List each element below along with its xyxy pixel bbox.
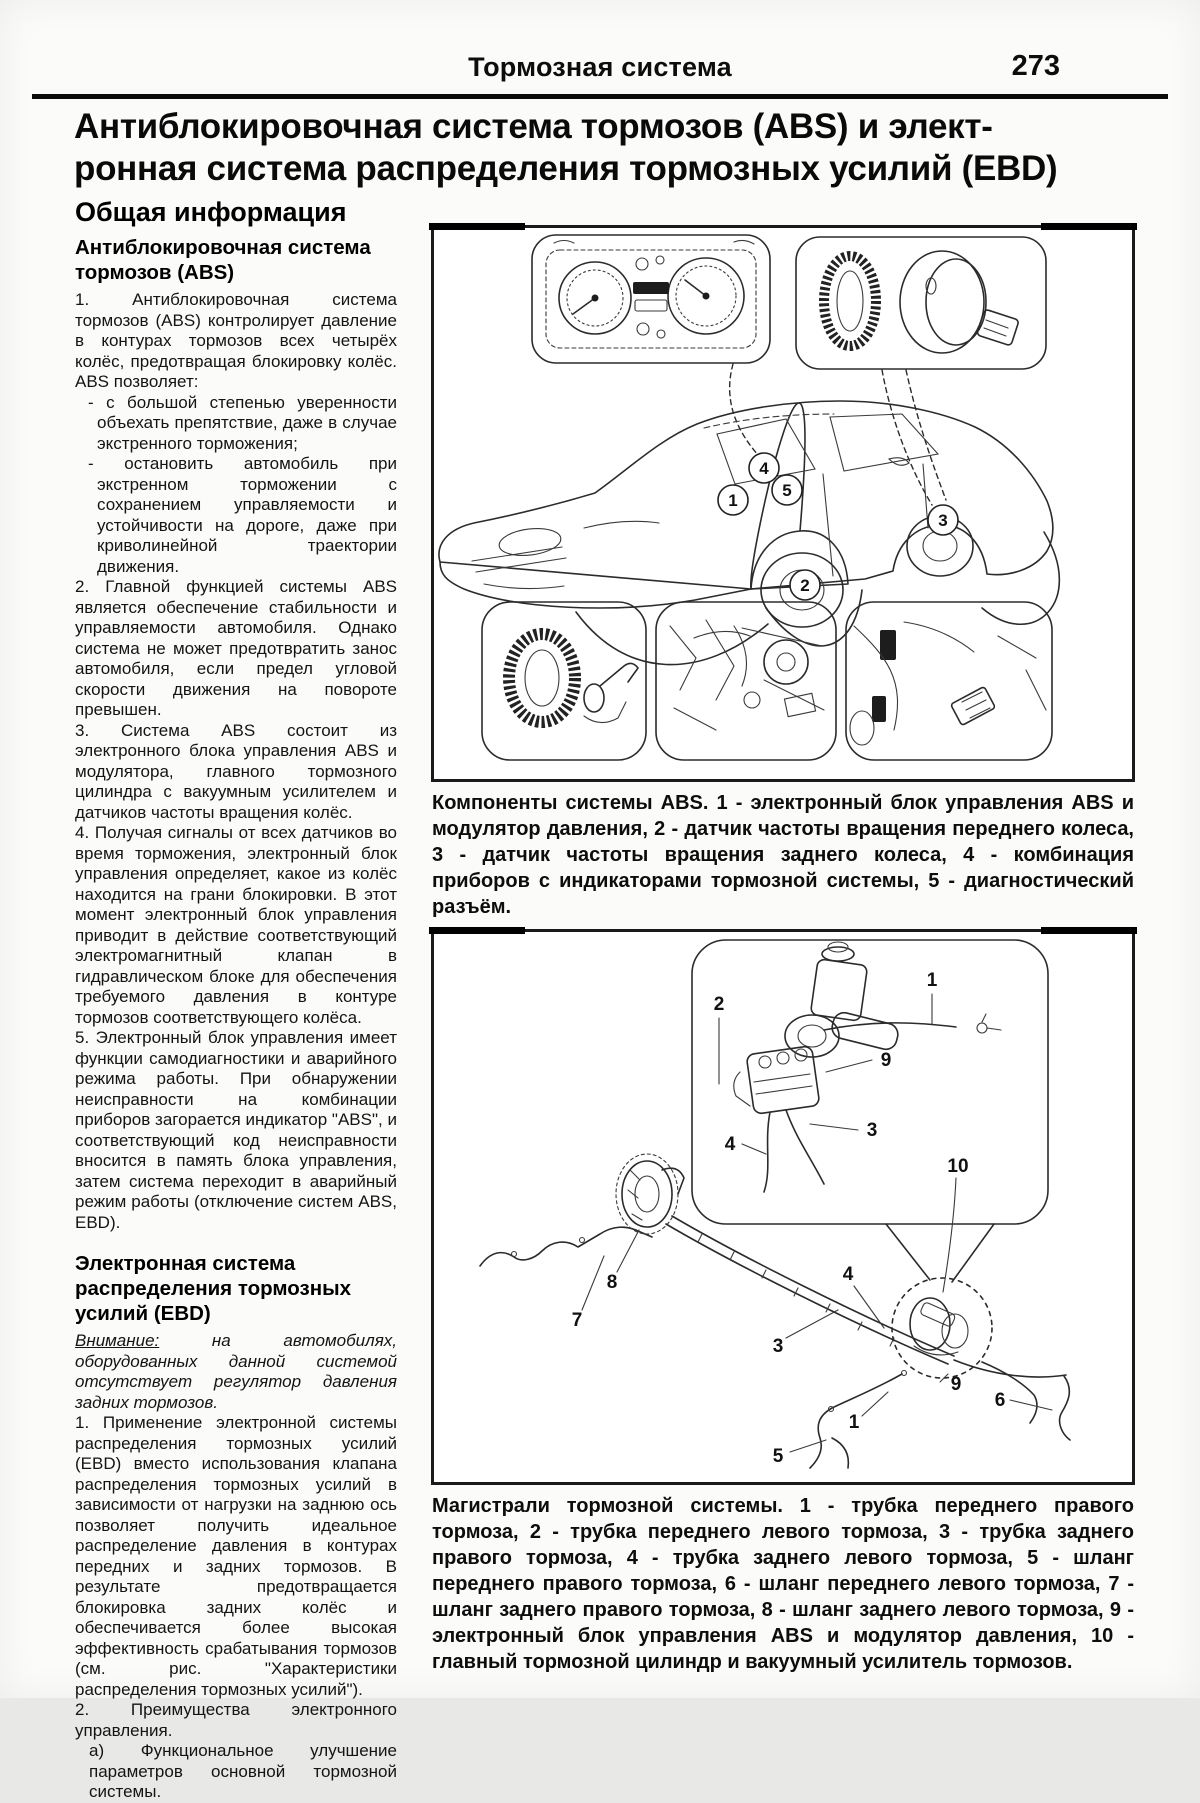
- warning-text: на автомобилях, оборудованных данной системой отсутствует регулятор давления задних тормозов.: [75, 1331, 397, 1412]
- chapter-title: [74, 106, 1150, 190]
- section-title: Тормозная система: [468, 52, 732, 82]
- paragraph-abs-4: 4. Получая сигналы от всех датчиков во время торможения, электронный блок управления определяет, какое из колёс находится на грани блокировки. В этот момент электронный блок управления приводит в действие соответствующий электромагнитный клапан в гидравлическом блоке для обеспечения требуемого давления в контуре тормозов соответствующего колёса.: [75, 823, 397, 1027]
- header-rule: [32, 94, 1168, 99]
- brake-lines-figure: [431, 929, 1135, 1485]
- paragraph-abs-3: 3. Система ABS состоит из электронного блока управления ABS и модулятора, главного тормозного цилиндра с вакуумным усилителем и датчиков частоты вращения колёс.: [75, 720, 397, 822]
- paragraph-abs-2: 2. Главной функцией системы ABS является обеспечение стабильности и управляемости автомобиля. Однако система не может предотвратить занос автомобиля, если предел угловой скорости движения на повороте превышен.: [75, 577, 397, 719]
- sensor-leader-line: [906, 370, 946, 500]
- scan-corner-mark: [429, 223, 525, 230]
- brake-lines-main: [480, 1154, 1070, 1468]
- figure-column: [431, 225, 1135, 1684]
- figure1-callouts: [718, 453, 958, 600]
- bullet-abs-1: - с большой степенью уверенности объехать препятствие, даже в случае экстренного торможения;: [88, 392, 397, 453]
- paragraph-abs-1: 1. Антиблокировочная система тормозов (ABS) контролирует давление в контурах тормозов всех четырёх колёс, предотвращая блокировку колёс. ABS позволяет:: [75, 290, 397, 391]
- main-callout-5: 5: [772, 1446, 784, 1467]
- inset-callout-1: 1: [926, 970, 938, 991]
- paragraph-ebd-1: 1. Применение электронной системы распределения тормозных усилий (EBD) вместо использования клапана распределения тормозных усилий в зависимости от нагрузки на заднюю ось позволяет получить идеальное распределение давления в контурах передних и задних тормозов. В результате предотвращается блокировка задних колёс и обеспечивается более высокая эффективность срабатывания тормозов (см. рис. "Характеристики распределения тормозных усилий").: [75, 1413, 397, 1699]
- abs-components-figure-svg: [434, 228, 1131, 779]
- main-callout-4: 4: [842, 1264, 854, 1285]
- callout-4: 4: [759, 459, 769, 478]
- diagnostic-connector-inset: [846, 602, 1052, 760]
- heading-abs: Антиблокировочная система тормозов (ABS): [75, 236, 371, 284]
- chapter-title-line2: ронная система распределения тормозных усилий (EBD): [74, 149, 1058, 188]
- paragraph-ebd-2a: а) Функциональное улучшение параметров основной тормозной системы.: [89, 1741, 397, 1801]
- master-cylinder-inset: [692, 940, 1048, 1224]
- tone-ring-inset: [482, 602, 646, 760]
- heading-ebd: Электронная система распределения тормозных усилий (EBD): [75, 1252, 352, 1325]
- page-number: 273: [1011, 50, 1060, 82]
- scan-corner-mark: [429, 927, 525, 934]
- text-column: [75, 197, 397, 1803]
- inset-callout-3: 3: [866, 1120, 878, 1141]
- brake-lines-caption: Магистрали тормозной системы. 1 - трубка переднего правого тормоза, 2 - трубка переднего левого тормоза, 3 - трубка заднего правого тормоза, 4 - трубка заднего левого тормоза, 5 - шланг переднего правого тормоза, 6 - шланг переднего левого тормоза, 7 - шланг заднего правого тормоза, 8 - шланг заднего левого тормоза, 9 - электронный блок управления ABS и модулятор давления, 10 - главный тормозной цилиндр и вакуумный усилитель тормозов.: [432, 1495, 1134, 1673]
- engine-bay-inset: [656, 602, 836, 760]
- inset-pointer-line: [886, 1224, 930, 1280]
- main-callout-8: 8: [606, 1272, 618, 1293]
- main-callout-10: 10: [947, 1156, 969, 1177]
- callout-5: 5: [782, 481, 792, 500]
- page-header: [0, 52, 1200, 92]
- inset-pointer-line: [952, 1224, 994, 1282]
- paragraph-ebd-2: 2. Преимущества электронного управления.: [75, 1700, 397, 1740]
- wheel-speed-sensor-inset: [796, 237, 1046, 369]
- cluster-leader-line: [730, 364, 758, 455]
- bullet-abs-2: - остановить автомобиль при экстренном торможении с сохранением управляемости и устойчивости на дороге, даже при криволинейной траектории движения.: [88, 454, 397, 576]
- inset-callout-2: 2: [713, 994, 725, 1015]
- car-illustration: [439, 401, 1053, 627]
- ebd-warning-note: [75, 1331, 397, 1413]
- main-callout-6: 6: [994, 1390, 1006, 1411]
- callout-1: 1: [728, 491, 738, 510]
- callout-3: 3: [938, 511, 948, 530]
- scan-corner-mark: [1041, 223, 1137, 230]
- scan-corner-mark: [1041, 927, 1137, 934]
- warning-label: Внимание:: [75, 1331, 160, 1350]
- inset-callout-9: 9: [880, 1050, 892, 1071]
- paragraph-abs-5: 5. Электронный блок управления имеет функции самодиагностики и аварийного режима работы. При обнаружении неисправности на комбинации приборов загорается индикатор "ABS", и соответствующий код неисправности вносится в память блока управления, затем система переходит в аварийный режим работы (отключение систем ABS, EBD).: [75, 1028, 397, 1232]
- main-callout-3: 3: [772, 1336, 784, 1357]
- main-callout-9: 9: [950, 1374, 962, 1395]
- abs-components-caption: Компоненты системы ABS. 1 - электронный блок управления ABS и модулятор давления, 2 - датчик частоты вращения переднего колеса, 3 - датчик частоты вращения заднего колеса, 4 - комбинация приборов с индикаторами тормозной системы, 5 - диагностический разъём.: [432, 792, 1134, 918]
- inset-callout-4: 4: [724, 1134, 736, 1155]
- figure2-leader-lines: [582, 1178, 1052, 1452]
- abs-components-figure: [431, 225, 1135, 782]
- main-callout-1: 1: [848, 1412, 860, 1433]
- main-callout-7: 7: [571, 1310, 583, 1331]
- instrument-cluster-inset: [532, 235, 770, 363]
- chapter-title-line1: Антиблокировочная система тормозов (ABS) и элект-: [74, 107, 993, 146]
- heading-general-info: Общая информация: [75, 197, 347, 227]
- callout-2: 2: [800, 576, 810, 595]
- brake-lines-figure-svg: [434, 932, 1131, 1482]
